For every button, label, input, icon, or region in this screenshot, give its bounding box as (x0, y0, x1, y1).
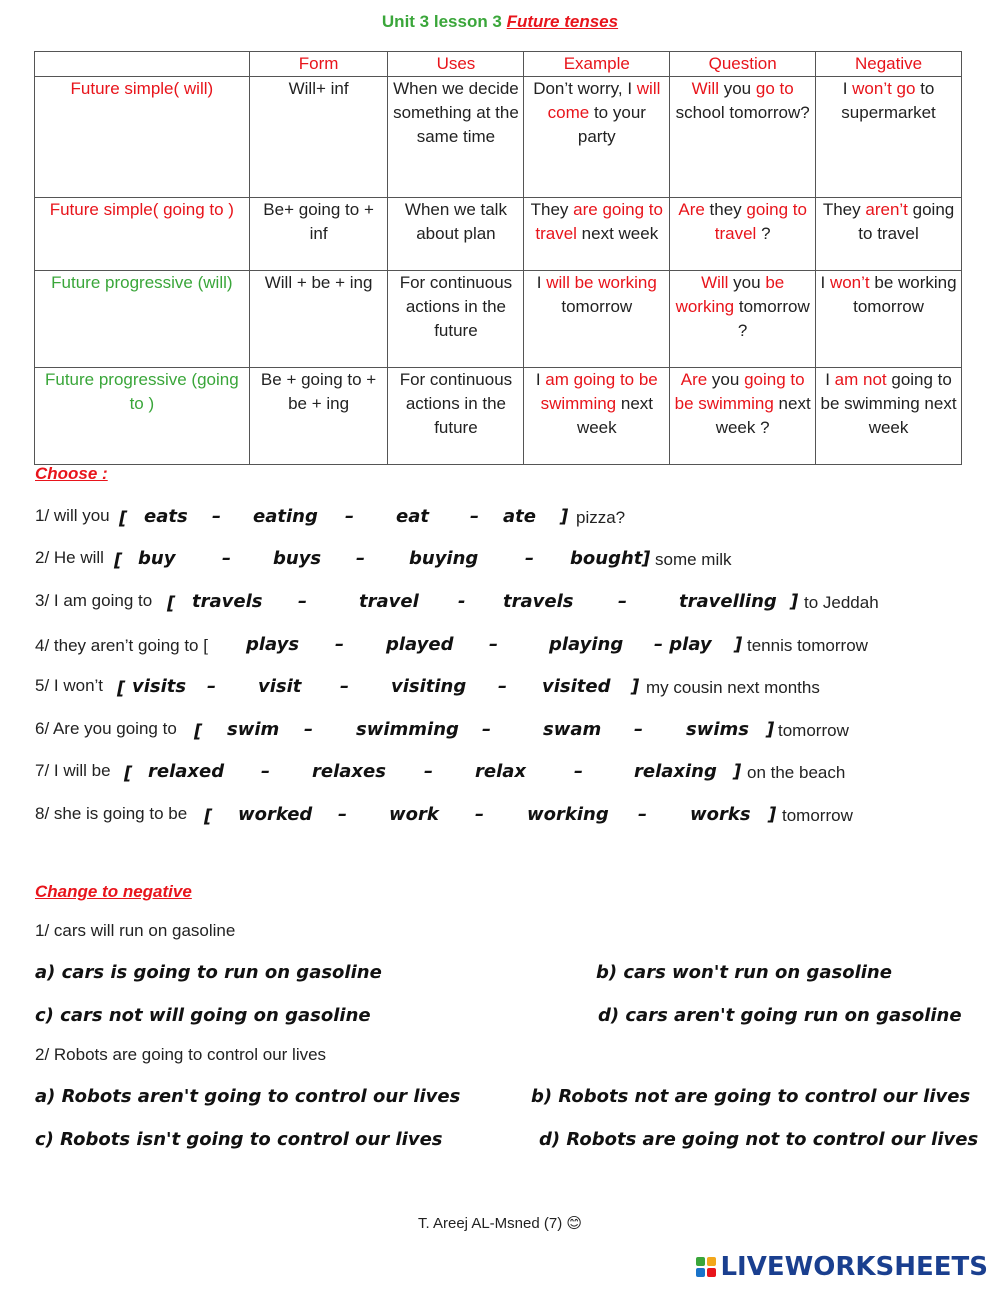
bracket-open: [ (204, 806, 213, 827)
uses-cell: When we decide something at the same time (388, 77, 524, 198)
answer-option-a[interactable]: a) Robots aren't going to control our lives (35, 1086, 461, 1107)
choice-option[interactable]: travel (359, 591, 419, 612)
bracket-open: [ (167, 593, 176, 614)
table-row (35, 368, 962, 465)
choose-question-stem: 3/ I am going to (35, 591, 153, 610)
option-separator: – (338, 804, 347, 825)
answer-option-c[interactable]: c) cars not will going on gasoline (35, 1005, 371, 1026)
bracket-close: ] (766, 719, 775, 740)
bracket-close: ] (768, 804, 777, 825)
choose-question-stem: 1/ will you (35, 506, 110, 525)
choice-option[interactable]: swam (543, 719, 602, 740)
answer-option-b[interactable]: b) cars won't run on gasoline (596, 962, 892, 983)
choose-question-tail: tomorrow (782, 806, 853, 825)
option-separator: – (298, 591, 307, 612)
choice-option[interactable]: bought (570, 548, 643, 569)
choose-question-stem: 7/ I will be (35, 761, 111, 780)
choice-option[interactable]: travels (503, 591, 574, 612)
choice-option[interactable]: swim (227, 719, 280, 740)
choice-option[interactable]: visit (258, 676, 302, 697)
form-cell: Be+ going to + inf (249, 198, 388, 271)
answer-option-d[interactable]: d) Robots are going not to control our lives (539, 1129, 979, 1150)
question-cell: Will you be working tomorrow ? (670, 271, 816, 368)
option-separator: – (470, 506, 479, 527)
choice-option[interactable]: played (386, 634, 454, 655)
choice-option[interactable]: eat (396, 506, 429, 527)
choice-option[interactable]: ate (503, 506, 536, 527)
uses-cell: For continuous actions in the future (388, 271, 524, 368)
choose-question-tail: tomorrow (778, 721, 849, 740)
liveworksheets-logo-icon (696, 1257, 716, 1277)
option-separator: – (356, 548, 365, 569)
choice-option[interactable]: travelling (679, 591, 777, 612)
negative-heading: Change to negative (35, 882, 192, 901)
choose-question-stem: 8/ she is going to be (35, 804, 188, 823)
choice-option[interactable]: worked (238, 804, 313, 825)
tense-cell: Future simple( going to ) (35, 198, 250, 271)
uses-cell: When we talk about plan (388, 198, 524, 271)
negative-cell: I won’t be working tomorrow (816, 271, 962, 368)
example-cell: I will be working tomorrow (524, 271, 670, 368)
question-cell: Will you go to school tomorrow? (670, 77, 816, 198)
answer-option-c[interactable]: c) Robots isn't going to control our lives (35, 1129, 443, 1150)
header-cell: Uses (388, 52, 524, 77)
bracket-close: ] (734, 634, 743, 655)
bracket-close: ] (560, 506, 569, 527)
tense-cell: Future progressive (will) (35, 271, 250, 368)
choice-option[interactable]: visited (542, 676, 611, 697)
choice-option[interactable]: travels (192, 591, 263, 612)
option-separator: - (458, 591, 466, 612)
choice-option[interactable]: work (389, 804, 439, 825)
title-unit: Unit 3 lesson 3 (381, 12, 507, 31)
choice-option[interactable]: visiting (391, 676, 467, 697)
page-title (0, 12, 1000, 32)
negative-question-stem: 1/ cars will run on gasoline (35, 921, 236, 940)
choose-question-tail: my cousin next months (646, 678, 820, 697)
table-header-row (35, 52, 962, 77)
option-separator: – (638, 804, 647, 825)
choice-option[interactable]: buying (409, 548, 479, 569)
choose-question-stem: 5/ I won’t (35, 676, 104, 695)
header-cell: Negative (816, 52, 962, 77)
bracket-close: ] (642, 548, 651, 569)
option-separator: – (345, 506, 354, 527)
choice-option[interactable]: swims (686, 719, 749, 740)
choose-question-stem: 6/ Are you going to (35, 719, 177, 738)
choice-option[interactable]: relax (475, 761, 527, 782)
choose-question-tail: some milk (655, 550, 732, 569)
option-separator: – (525, 548, 534, 569)
liveworksheets-logo (696, 1252, 988, 1282)
choice-option[interactable]: buys (273, 548, 322, 569)
option-separator: – (574, 761, 583, 782)
question-cell: Are you going to be swimming next week ? (670, 368, 816, 465)
option-separator: – (475, 804, 484, 825)
option-separator: – (207, 676, 216, 697)
choice-option[interactable]: plays (246, 634, 300, 655)
option-separator: – (335, 634, 344, 655)
choice-option[interactable]: eats (144, 506, 188, 527)
answer-option-b[interactable]: b) Robots not are going to control our lives (531, 1086, 971, 1107)
choice-option[interactable]: working (527, 804, 609, 825)
form-cell: Will+ inf (249, 77, 388, 198)
title-topic: Future tenses (506, 12, 619, 31)
negative-cell: They aren’t going to travel (816, 198, 962, 271)
bracket-open: [ (194, 721, 203, 742)
choose-question-stem: 2/ He will (35, 548, 104, 567)
choice-option[interactable]: eating (253, 506, 318, 527)
bracket-open: [ (124, 763, 133, 784)
choice-option[interactable]: relaxed (148, 761, 225, 782)
uses-cell: For continuous actions in the future (388, 368, 524, 465)
option-separator: – (634, 719, 643, 740)
liveworksheets-logo-text: LIVEWORKSHEETS (720, 1252, 988, 1282)
header-cell: Example (524, 52, 670, 77)
option-separator: – (618, 591, 627, 612)
option-separator: – (498, 676, 507, 697)
header-cell: Question (670, 52, 816, 77)
choice-option[interactable]: swimming (356, 719, 459, 740)
example-cell: Don’t worry, I will come to your party (524, 77, 670, 198)
choose-question-tail: tennis tomorrow (747, 636, 868, 655)
tense-cell: Future simple( will) (35, 77, 250, 198)
option-separator: – (340, 676, 349, 697)
example-cell: I am going to be swimming next week (524, 368, 670, 465)
header-cell-empty (35, 52, 250, 77)
table-row (35, 198, 962, 271)
bracket-open: [ (114, 550, 123, 571)
choice-option[interactable]: playing (549, 634, 624, 655)
choice-option[interactable]: relaxing (634, 761, 717, 782)
choose-question-tail: to Jeddah (804, 593, 879, 612)
choice-option[interactable]: works (690, 804, 751, 825)
bracket-open: [ (119, 508, 128, 529)
answer-option-a[interactable]: a) cars is going to run on gasoline (35, 962, 382, 983)
option-separator: – (212, 506, 221, 527)
answer-option-d[interactable]: d) cars aren't going run on gasoline (598, 1005, 962, 1026)
negative-cell: I am not going to be swimming next week (816, 368, 962, 465)
future-tenses-table (34, 51, 962, 465)
negative-cell: I won’t go to supermarket (816, 77, 962, 198)
choice-option[interactable]: relaxes (312, 761, 386, 782)
header-cell: Form (249, 52, 388, 77)
option-separator: – (304, 719, 313, 740)
choice-option[interactable]: buy (138, 548, 176, 569)
table-row (35, 77, 962, 198)
choice-option[interactable]: visits (132, 676, 187, 697)
form-cell: Will + be + ing (249, 271, 388, 368)
choose-question-tail: on the beach (747, 763, 846, 782)
table-row (35, 271, 962, 368)
option-separator: – (489, 634, 498, 655)
bracket-close: ] (733, 761, 742, 782)
option-separator: – (424, 761, 433, 782)
negative-question-stem: 2/ Robots are going to control our lives (35, 1045, 327, 1064)
bracket-close: ] (631, 676, 640, 697)
choose-heading: Choose : (35, 464, 108, 483)
choose-question-tail: pizza? (576, 508, 626, 527)
option-separator: – (261, 761, 270, 782)
tense-cell: Future progressive (going to ) (35, 368, 250, 465)
author-footer: T. Areej AL-Msned (7) 😊 (417, 1215, 583, 1232)
choice-option[interactable]: – play (654, 634, 712, 655)
question-cell: Are they going to travel ? (670, 198, 816, 271)
option-separator: – (482, 719, 491, 740)
option-separator: – (222, 548, 231, 569)
bracket-close: ] (790, 591, 799, 612)
form-cell: Be + going to + be + ing (249, 368, 388, 465)
choose-question-stem: 4/ they aren’t going to [ (35, 636, 208, 655)
bracket-open: [ (117, 678, 126, 699)
example-cell: They are going to travel next week (524, 198, 670, 271)
